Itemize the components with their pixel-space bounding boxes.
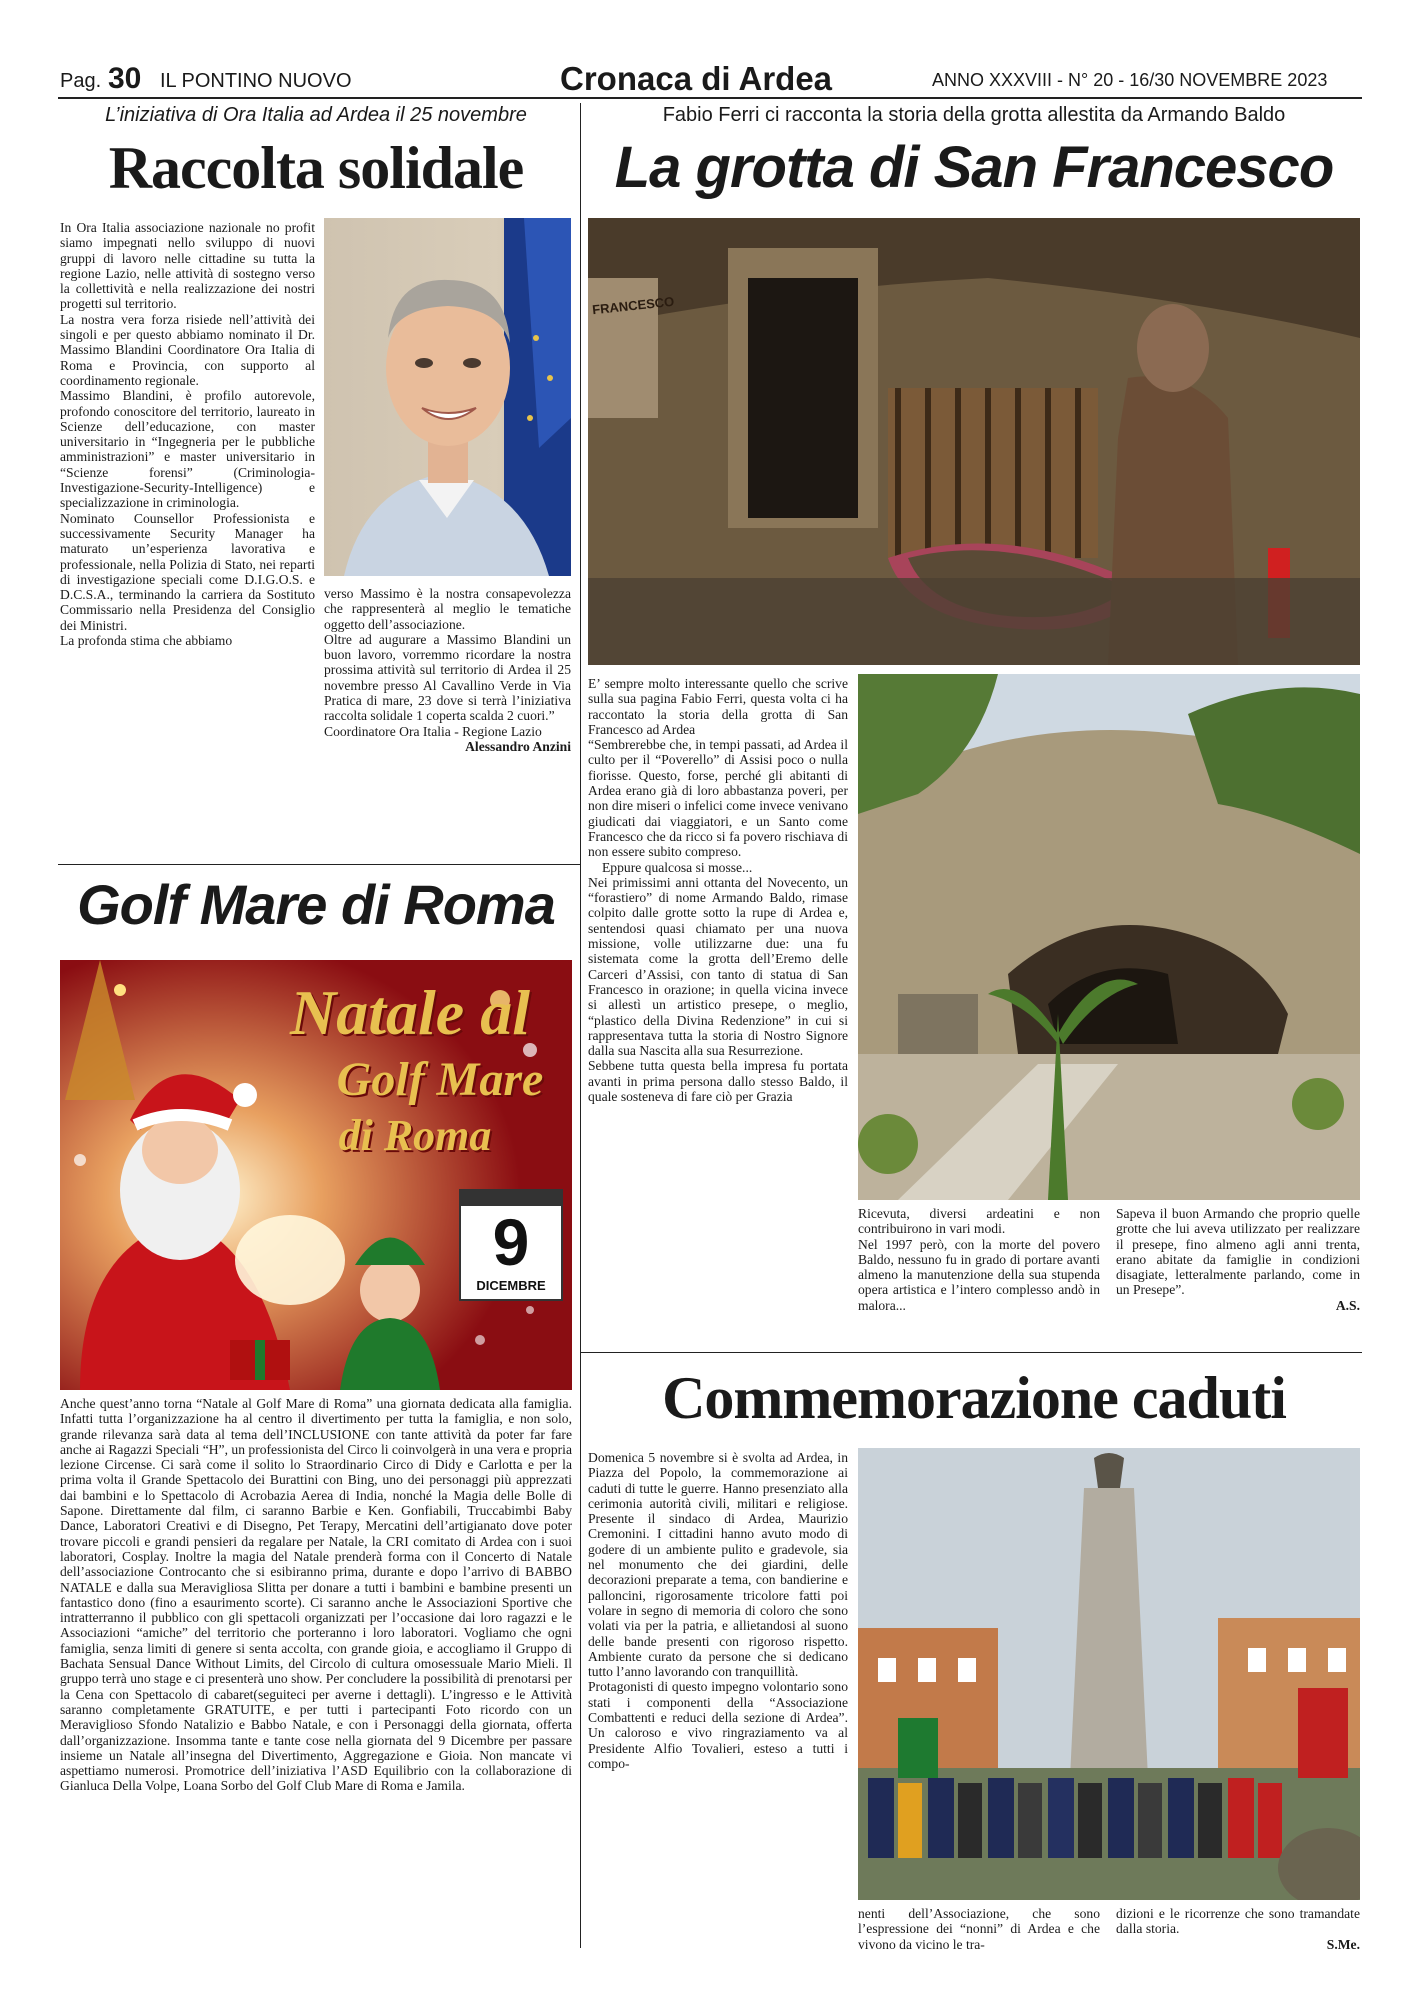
grotta-title: La grotta di San Francesco xyxy=(614,135,1334,200)
poster-month: DICEMBRE xyxy=(476,1278,546,1293)
page-number: 30 xyxy=(108,62,142,95)
caduti-col1 xyxy=(588,1450,848,1771)
caduti-p1: Domenica 5 novembre si è svolta ad Ardea, in Piazza del Popolo, la commemorazione ai caduti di tutte le guerre. Hanno presenziato alla cerimonia autorità civili, militari e religiose. Presente il sindaco di Ardea, Maurizio Cremonini. I cittadini hanno avuto modo di godere di un ambiente pulito e gradevole, sia nel monumento che dei giardini, delle decorazioni preparate a tema, con bandierine e palloncini, rigorosamente tricolore fatti poi volare in segno di memoria di coloro che sono volati via per la patria, e allietandosi al suono delle bande presenti con rigoroso rispetto. Ambiente curato da persone che si dedicano tutto l’anno lavorando con tranquillità. xyxy=(588,1450,848,1680)
raccolta-p8: Coordinatore Ora Italia - Regione Lazio xyxy=(324,723,542,739)
page-header xyxy=(60,62,1360,96)
caduti-title: Commemorazione caduti xyxy=(662,1365,1286,1431)
raccolta-col1 xyxy=(60,220,315,648)
page-label: Pag. xyxy=(60,70,102,92)
commemorazione-illustration xyxy=(858,1448,1360,1900)
poster-title-line3: di Roma xyxy=(338,1111,492,1160)
raccolta-kicker: L’iniziativa di Ora Italia ad Ardea il 25 novembre xyxy=(105,104,527,126)
raccolta-title: Raccolta solidale xyxy=(108,135,524,201)
blandini-portrait-photo xyxy=(324,218,571,576)
issue-info: ANNO XXXVIII - N° 20 - 16/30 NOVEMBRE 2023 xyxy=(932,70,1328,90)
raccolta-p2: La nostra vera forza risiede nell’attività dei singoli e per questo abbiamo nominato il Dr. Massimo Blandini Coordinatore Ora Italia di Roma e Provincia, con supporto al coordinamento regionale. xyxy=(60,311,315,388)
raccolta-p1: In Ora Italia associazione nazionale no profit siamo impegnati nello sviluppo di nuovi gruppi di lavoro nelle cittadine su tutta la regione Lazio, nelle attività di sostegno verso la collettività e nella realizzazione dei nostri progetti sul territorio. xyxy=(60,220,315,312)
grotta-p8: Sapeva il buon Armando che proprio quelle grotte che lui aveva utilizzato per realizzare il presepe, fino almeno agli anni trenta, erano abitate da famiglie in condizioni disagiate, letteralmente parlando, come in un Presepe”. xyxy=(1116,1206,1360,1298)
grotta-bottom-rule xyxy=(581,1352,1362,1353)
caduti-p3: nenti dell’Associazione, che sono l’espressione dei “nonni” di Ardea e che vivono da vicino le tra- xyxy=(858,1906,1100,1952)
grotta-p4: Nei primissimi anni ottanta del Novecento, un “forastiero” di nome Armando Baldo, rimase colpito dalle grotte sotto la rupe di Ardea e, sentendosi quasi chiamato per una nuova missione, volle utilizzarne due: una fu sistemata come la grotta dell’Eremo delle Carceri d’Assisi, con tanto di statua di San Francesco in orazione; in quella vicina invece si allestì un artistico presepe, o meglio, “plastico della Divina Redenzione” in cui si rappresentava tutta la storia di Nostro Signore dalla sua Nascita alla sua Resurrezione. xyxy=(588,874,848,1059)
grotta-exterior-photo xyxy=(858,674,1360,1200)
header-rule xyxy=(58,97,1362,99)
grotta-sign-text: FRANCESCO xyxy=(591,293,675,318)
caduti-col2 xyxy=(858,1906,1100,1952)
raccolta-bottom-rule xyxy=(58,864,580,865)
poster-title-line1: Natale al xyxy=(290,977,530,1048)
portrait-illustration xyxy=(324,218,571,576)
grotta-signature: A.S. xyxy=(1335,1297,1360,1313)
natale-golf-poster xyxy=(60,960,572,1390)
section-title: Cronaca di Ardea xyxy=(560,60,833,97)
caduti-signature: S.Me. xyxy=(1326,1936,1360,1952)
poster-day: 9 xyxy=(492,1205,530,1279)
commemorazione-photo xyxy=(858,1448,1360,1900)
golf-title: Golf Mare di Roma xyxy=(77,873,555,936)
paper-name: IL PONTINO NUOVO xyxy=(160,70,352,92)
raccolta-signature: Alessandro Anzini xyxy=(465,738,571,754)
grotta-col1 xyxy=(588,676,848,1104)
grotta-interior-photo xyxy=(588,218,1360,665)
grotta-exterior-illustration xyxy=(858,674,1360,1200)
golf-text xyxy=(60,1396,572,1794)
column-divider xyxy=(580,103,581,1948)
raccolta-p3: Massimo Blandini, è profilo autorevole, profondo conoscitore del territorio, laureato in Scienze dell’educazione, con master universitario in “Ingegneria per le pubbliche amministrazioni” e master universitario in “Scienze forensi” (Criminologia-Investigazione-Security-Intelligence) e specializzazione in criminologia. xyxy=(60,388,315,511)
grotta-p2: “Sembrerebbe che, in tempi passati, ad Ardea il culto per il “Poverello” di Assisi poco o nulla fiorisse. Questo, forse, perché gli abitanti di Ardea erano già di loro abbastanza poveri, per non dire miseri o infelici come invece venivano giudicati dai viaggiatori, e un Santo come Francesco che da ricco si fa povero rischiava di non essere subito compreso. xyxy=(588,737,848,860)
grotta-p6: Ricevuta, diversi ardeatini e non contribuirono in vari modi. xyxy=(858,1206,1100,1237)
raccolta-p6: verso Massimo è la nostra consapevolezza che rappresenterà al meglio le tematiche oggetto dell’associazione. xyxy=(324,586,571,632)
raccolta-p7: Oltre ad augurare a Massimo Blandini un buon lavoro, vorremmo ricordare la nostra prossima attività sul territorio di Ardea il 25 novembre presso Al Cavallino Verde in Via Pratica di mare, 23 dove si terrà l’iniziativa raccolta solidale 1 coperta scalda 2 cuori.” xyxy=(324,631,571,724)
grotta-col3 xyxy=(1116,1206,1360,1313)
raccolta-p4: Nominato Counsellor Professionista e successivamente Security Manager ha maturato un’esperienza lavorativa e professionale, nella Polizia di Stato, nei reparti di investigazione speciali come D.I.G.O.S. e D.C.S.A., terminando la carriera da Sostituto Commissario nella Presidenza del Consiglio dei Ministri. xyxy=(60,510,315,633)
grotta-p5: Sebbene tutta questa bella impresa fu portata avanti in prima persona dallo stesso Baldo, il quale sosteneva di fare ciò per Grazia xyxy=(588,1058,848,1105)
caduti-p4: dizioni e le ricorrenze che sono tramandate dalla storia. xyxy=(1116,1906,1360,1937)
golf-paragraph: Anche quest’anno torna “Natale al Golf Mare di Roma” una giornata dedicata alla famiglia. Infatti tutta l’organizzazione ha al centro il divertimento per tutta la famiglia, e non solo, grande rilevanza sarà data al tema dell’INCLUSIONE con tante attività da poter far fare anche ai Ragazzi Speciali “H”, un professionista del Circo li coinvolgerà in una vera e propria lezione Circense. Ci sarà come il solito lo Straordinario Circo di Didy e Carlotta e per la prima volta il Grande Spettacolo dei Burattini con Bing, uno dei personaggi più apprezzati dai bambini e lo Spettacolo di Acrobazia Aerea di India, nonché la Magia delle Bolle di Sapone. Direttamente dal film, ci saranno Barbie e Ken. Gonfiabili, Truccabimbi Baby Dance, Laboratori Creativi e di Disegno, Pet Terapy, Mercatini dell’artigianato dove poter trovare piccoli e grandi pensieri da regalare per Natale, la CRI comitato di Ardea con i suoi laboratori, Cosplay. Inoltre la magia del Natale prenderà forma con il Concerto di Natale dell’associazione Controcanto che si esibiranno prima, durante e dopo l’arrivo di BABBO NATALE e dalla sua Meravigliosa Slitta per donare a tutti i bambini e bambine presenti un fantastico dono (fino a esaurimento scorte). Ci saranno anche le Associazioni Sportive che intratterranno il pubblico con gli spettacoli organizzati per l’occasione dai loro ragazzi e le Associazioni “amiche” del territorio che porteranno i loro laboratori. Vogliamo che ogni famiglia, senza limiti di genere si senta accolta, con grande gioia, e accogliamo il Gruppo di Bachata Sensual Dance Without Limits, del Circolo di cultura omosessuale Mario Mieli. Il gruppo terrà uno stage e ci presenterà uno show. Per concludere la possibilità di prenotarsi per la Cena con Spettacolo di cabaret(seguiteci per averne i dettagli). L’ingresso e le Attività saranno completamente GRATUITE, e per tutti i partecipanti Foto ricordo con un Meraviglioso Sfondo Natalizio e Babbo Natale, e con i Personaggi della giornata, offerta dall’organizzazione. Insomma tante e tante cose nella giornata del 9 Dicembre per passare insieme un Natale all’insegna del Divertimento, Aggregazione e Gioia. Non mancate vi aspettiamo numerosi. Promotrice dell’iniziativa l’ASD Equilibrio con la collaborazione di Gianluca Della Volpe, Loana Sorbo del Golf Club Mare di Roma e Jamila. xyxy=(60,1396,572,1794)
grotta-p1: E’ sempre molto interessante quello che scrive sulla sua pagina Fabio Ferri, questa volta ci ha raccontato la storia della grotta di San Francesco ad Ardea xyxy=(588,676,848,737)
grotta-interior-illustration xyxy=(588,218,1360,665)
grotta-p7: Nel 1997 però, con la morte del povero Baldo, nessuno fu in grado di portare avanti almeno la manutenzione della sua stupenda opera artistica e l’intero complesso andò in malora... xyxy=(858,1236,1100,1313)
grotta-kicker: Fabio Ferri ci racconta la storia della grotta allestita da Armando Baldo xyxy=(662,104,1286,126)
caduti-p2: Protagonisti di questo impegno volontario sono stati i componenti della “Associazione Combattenti e reduci della sezione di Ardea”. Un caloroso e vivo ringraziamento va al Presidente Alfio Tovalieri, esteso a tutti i compo- xyxy=(588,1679,848,1771)
raccolta-p5: La profonda stima che abbiamo xyxy=(60,633,233,649)
raccolta-col2 xyxy=(324,586,571,754)
grotta-col2 xyxy=(858,1206,1100,1313)
poster-title-line2: Golf Mare xyxy=(336,1053,544,1106)
grotta-p3: Eppure qualcosa si mosse... xyxy=(602,859,753,875)
caduti-col3 xyxy=(1116,1906,1360,1952)
